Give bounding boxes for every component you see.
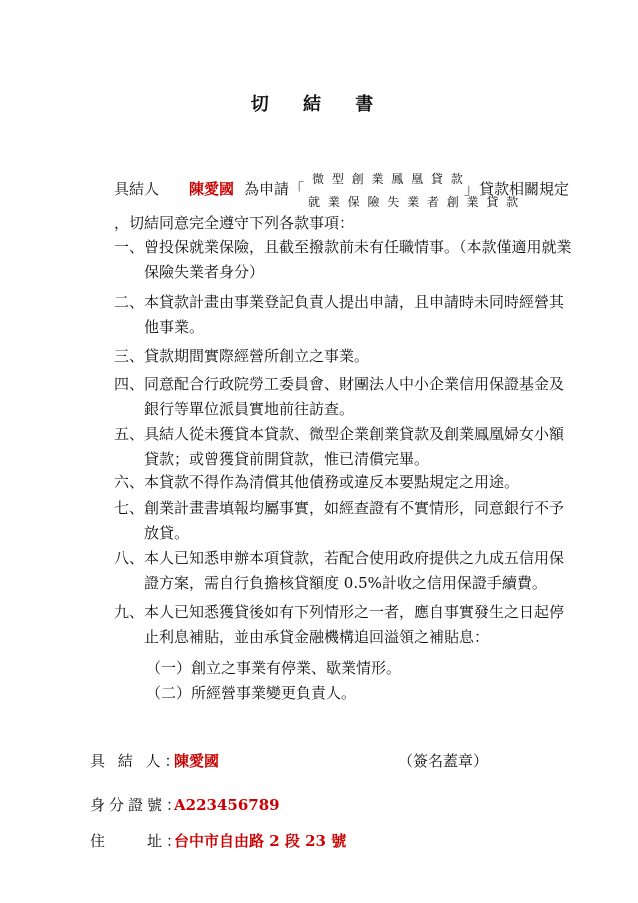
clause-text: 本人已知悉獲貸後如有下列情形之一者，應自事實發生之日起停止利息補貼，並由承貸金融機構追回溢領之補貼息： (144, 603, 565, 646)
clause-number: 三、 (114, 347, 145, 365)
intro-apply: 為申請「 (244, 180, 305, 198)
address-row (90, 830, 346, 851)
clause-number: 五、 (114, 425, 145, 443)
clause-number: 六、 (114, 473, 145, 491)
clause-item (114, 496, 574, 546)
address-label: 住 址： (90, 832, 186, 850)
loan-option-phoenix: 微 型 創 業 鳳 凰 貸 款 (312, 172, 465, 186)
id-label: 身分證號： (90, 796, 186, 814)
clause-item (114, 422, 574, 472)
clause-item (114, 344, 574, 369)
clause-item (114, 600, 574, 650)
clause-number: 二、 (114, 293, 145, 311)
clause-item (114, 546, 574, 596)
clause-item (114, 235, 574, 285)
loan-option-unemployed: 就 業 保 險 失 業 者 創 業 貸 款 (308, 195, 521, 209)
clause-item (114, 372, 574, 422)
intro-lead: 具結人 (114, 180, 160, 198)
clause-text: 本貸款計畫由事業登記負責人提出申請，且申請時未同時經營其他事業。 (144, 293, 565, 336)
clause-number: 八、 (114, 549, 145, 567)
clause-text: 本人已知悉申辦本項貸款，若配合使用政府提供之九成五信用保證方案，需自行負擔核貸額度 0.5%計收之信用保證手續費。 (144, 549, 565, 592)
clause-text: 本貸款不得作為清償其他債務或違反本要點規定之用途。 (144, 473, 520, 491)
document-title: 切 結 書 (250, 94, 388, 115)
address-value: 台中市自由路 2 段 23 號 (174, 832, 347, 850)
subitem-2: （二）所經營事業變更負責人。 (146, 684, 357, 702)
clause-text: 同意配合行政院勞工委員會、財團法人中小企業信用保證基金及銀行等單位派員實地前往訪查。 (144, 375, 565, 418)
id-row (90, 794, 280, 815)
intro-line-2: ，切結同意完全遵守下列各款事項： (114, 214, 355, 232)
subitem-1: （一）創立之事業有停業、歇業情形。 (146, 659, 402, 677)
clause-item (114, 470, 574, 495)
clause-item (114, 290, 574, 340)
signer-row (90, 750, 219, 771)
clause-text: 曾投保就業保險，且截至撥款前未有任職情事。（本款僅適用就業保險失業者身分） (144, 238, 572, 281)
clause-number: 四、 (114, 375, 145, 393)
clause-text: 具結人從未獲貸本貸款、微型企業創業貸款及創業鳳凰婦女小額貸款；或曾獲貸前開貸款，惟已清償完畢。 (144, 425, 565, 468)
clause-text: 貸款期間實際經營所創立之事業。 (144, 347, 370, 365)
applicant-name: 陳愛國 (189, 180, 235, 198)
stamp-note: （簽名蓋章） (398, 752, 489, 770)
clause-number: 一、 (114, 238, 145, 256)
clause-number: 七、 (114, 499, 145, 517)
clause-text: 創業計畫書填報均屬事實，如經查證有不實情形，同意銀行不予放貸。 (144, 499, 565, 542)
clause-number: 九、 (114, 603, 145, 621)
id-number: A223456789 (174, 796, 280, 814)
signer-name: 陳愛國 (174, 752, 220, 770)
signer-label: 具 結 人： (90, 752, 184, 770)
intro-tail: 」貸款相關規定 (464, 180, 570, 198)
